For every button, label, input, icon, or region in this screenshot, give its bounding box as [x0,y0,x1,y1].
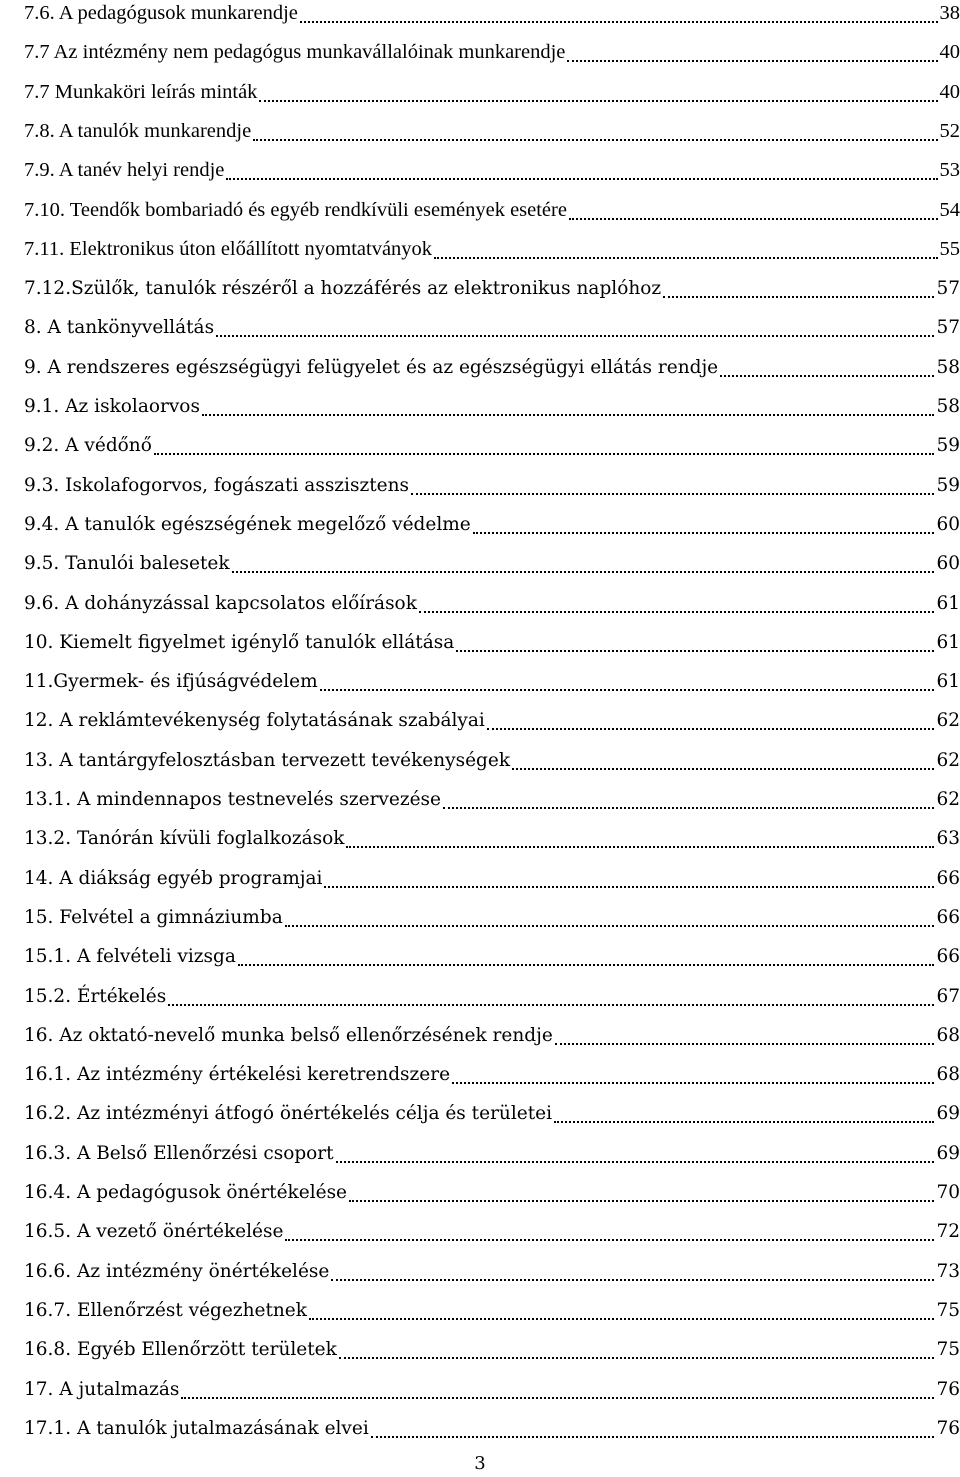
toc-entry[interactable] [24,1291,960,1330]
toc-entry-page: 60 [936,513,960,535]
toc-entry[interactable] [24,937,960,976]
toc-entry-label: 9.5. Tanulói balesetek [24,553,230,575]
toc-dot-leader [434,256,937,259]
toc-dot-leader [456,649,934,652]
toc-entry[interactable] [24,780,960,819]
toc-entry-label: 7.9. A tanév helyi rendje [24,159,225,182]
toc-dot-leader [663,295,934,298]
toc-entry[interactable] [24,230,960,269]
toc-entry[interactable] [24,1330,960,1369]
toc-entry-page: 62 [936,710,960,732]
toc-entry-page: 70 [936,1182,960,1203]
toc-entry[interactable] [24,73,960,112]
toc-entry-label: 16.4. A pedagógusok önértékelése [24,1182,348,1203]
toc-entry[interactable] [24,623,960,662]
toc-entry-label: 16.7. Ellenőrzést végezhetnek [24,1299,307,1321]
toc-entry[interactable] [24,387,960,426]
toc-entry[interactable] [24,1409,960,1448]
toc-entry-label: 9.2. A védőnő [24,435,152,457]
toc-entry-page: 60 [936,553,960,575]
toc-entry-page: 57 [936,278,960,300]
toc-entry-page: 55 [939,237,960,260]
toc-entry[interactable] [24,466,960,505]
toc-entry-page: 62 [936,749,960,771]
toc-dot-leader [349,1199,934,1202]
toc-entry[interactable] [24,544,960,583]
toc-entry-page: 58 [936,396,960,417]
toc-entry[interactable] [24,426,960,465]
toc-entry-label: 10. Kiemelt figyelmet igénylő tanulók ellátása [24,631,455,653]
toc-entry-label: 15.2. Értékelés [24,985,167,1007]
toc-entry-label: 16.5. A vezető önértékelése [24,1221,284,1243]
toc-dot-leader [419,610,935,613]
toc-dot-leader [331,1278,934,1281]
toc-entry-page: 66 [936,867,960,889]
toc-entry-page: 73 [936,1260,960,1282]
toc-entry-label: 7.10. Teendők bombariadó és egyéb rendkívüli események esetére [24,198,567,221]
toc-entry[interactable] [24,662,960,701]
toc-dot-leader [226,177,937,180]
toc-entry-label: 14. A diákság egyéb programjai [24,867,323,889]
toc-entry-page: 61 [936,631,960,653]
toc-entry-page: 61 [936,592,960,614]
toc-dot-leader [202,413,935,416]
toc-dot-leader [452,1081,934,1084]
toc-dot-leader [181,1396,934,1399]
toc-entry-page: 68 [936,1024,960,1046]
toc-entry[interactable] [24,1252,960,1291]
toc-entry-label: 7.7 Az intézmény nem pedagógus munkavállalóinak munkarendje [24,41,566,64]
toc-dot-leader [554,1120,934,1123]
toc-entry-label: 16. Az oktató-nevelő munka belső ellenőrzésének rendje [24,1024,553,1046]
toc-entry-page: 69 [936,1103,960,1125]
toc-entry[interactable] [24,1016,960,1055]
toc-entry-page: 76 [936,1378,960,1400]
toc-entry[interactable] [24,1173,960,1212]
toc-entry-page: 40 [939,41,960,64]
toc-dot-leader [216,334,934,337]
toc-dot-leader [300,20,938,23]
toc-entry-page: 75 [936,1339,960,1361]
toc-entry[interactable] [24,584,960,623]
toc-entry-label: 13.2. Tanórán kívüli foglalkozások [24,828,345,850]
toc-entry-label: 11.Gyermek- és ifjúságvédelem [24,671,318,693]
toc-dot-leader [238,963,935,966]
toc-dot-leader [411,492,934,495]
toc-entry-label: 16.1. Az intézmény értékelési keretrendszere [24,1064,451,1086]
toc-entry-label: 16.2. Az intézményi átfogó önértékelés célja és területei [24,1103,552,1125]
toc-dot-leader [259,99,937,102]
toc-entry[interactable] [24,701,960,740]
toc-entry-page: 75 [936,1299,960,1321]
toc-entry-label: 16.3. A Belső Ellenőrzési csoport [24,1142,334,1164]
toc-entry-page: 66 [936,906,960,928]
toc-entry[interactable] [24,269,960,308]
toc-entry[interactable] [24,819,960,858]
toc-entry-page: 38 [939,2,960,24]
toc-dot-leader [512,767,934,770]
toc-entry-label: 16.6. Az intézmény önértékelése [24,1260,330,1282]
toc-dot-leader [320,688,935,691]
toc-entry-label: 17. A jutalmazás [24,1378,180,1400]
toc-dot-leader [253,138,937,141]
toc-dot-leader [285,924,935,927]
toc-dot-leader [720,374,934,377]
toc-dot-leader [371,1435,935,1438]
toc-entry[interactable] [24,1134,960,1173]
toc-entry-page: 62 [936,789,960,810]
toc-entry-label: 9. A rendszeres egészségügyi felügyelet és az egészségügyi ellátás rendje [24,356,719,378]
toc-entry-page: 57 [936,317,960,339]
toc-entry-page: 67 [936,985,960,1007]
toc-entry-page: 58 [936,356,960,378]
toc-entry-page: 54 [939,198,960,221]
toc-entry[interactable] [24,348,960,387]
page-number: 3 [474,1453,486,1474]
toc-dot-leader [168,1003,934,1006]
toc-entry-label: 7.12.Szülők, tanulók részéről a hozzáférés az elektronikus naplóhoz [24,278,662,300]
toc-dot-leader [346,845,934,848]
toc-entry-label: 15. Felvétel a gimnáziumba [24,906,283,928]
toc-entry-page: 68 [936,1064,960,1086]
toc-dot-leader [487,727,935,730]
toc-entry[interactable] [24,1094,960,1133]
toc-entry[interactable] [24,191,960,230]
toc-entry-page: 63 [936,828,960,850]
toc-entry-label: 9.3. Iskolafogorvos, fogászati asszisztens [24,474,410,496]
toc-entry[interactable] [24,0,960,33]
toc-dot-leader [567,59,937,62]
toc-entry-page: 40 [939,80,960,103]
toc-entry-label: 9.1. Az iskolaorvos [24,396,200,417]
toc-entry[interactable] [24,977,960,1016]
toc-entry[interactable] [24,112,960,151]
toc-entry[interactable] [24,33,960,72]
toc-entry-label: 17.1. A tanulók jutalmazásának elvei [24,1417,369,1439]
toc-entry[interactable] [24,308,960,347]
toc-dot-leader [336,1160,935,1163]
toc-entry-page: 53 [939,159,960,182]
toc-dot-leader [154,452,935,455]
toc-entry-page: 52 [939,119,960,142]
toc-entry-label: 9.6. A dohányzással kapcsolatos előírások [24,592,417,614]
toc-entry[interactable] [24,859,960,898]
toc-entry-label: 16.8. Egyéb Ellenőrzött területek [24,1339,337,1361]
toc-entry-label: 9.4. A tanulók egészségének megelőző védelme [24,513,471,535]
toc-entry-page: 69 [936,1142,960,1164]
toc-dot-leader [309,1317,935,1320]
toc-entry-label: 15.1. A felvételi vizsga [24,946,236,968]
toc-entry[interactable] [24,1055,960,1094]
toc-entry-label: 13. A tantárgyfelosztásban tervezett tevékenységek [24,749,511,771]
toc-entry-page: 76 [936,1417,960,1439]
toc-entry[interactable] [24,1370,960,1409]
toc-dot-leader [443,806,934,809]
toc-entry-label: 7.11. Elektronikus úton előállított nyomtatványok [24,237,433,260]
toc-entry-label: 13.1. A mindennapos testnevelés szervezése [24,789,441,810]
toc-dot-leader [473,531,935,534]
toc-dot-leader [555,1042,935,1045]
toc-dot-leader [285,1238,934,1241]
toc-entry-label: 7.6. A pedagógusok munkarendje [24,2,298,24]
toc-entry[interactable] [24,898,960,937]
toc-entry[interactable] [24,505,960,544]
toc-dot-leader [324,885,934,888]
toc-entry[interactable] [24,1212,960,1251]
toc-entry-label: 12. A reklámtevékenység folytatásának szabályai [24,710,485,732]
toc-entry-page: 61 [936,671,960,693]
toc-entry-label: 7.7 Munkaköri leírás minták [24,80,258,103]
toc-entry-page: 72 [936,1221,960,1243]
toc-dot-leader [339,1356,935,1359]
toc-dot-leader [232,570,935,573]
toc-dot-leader [569,217,938,220]
toc-entry-page: 59 [936,474,960,496]
toc-entry-label: 7.8. A tanulók munkarendje [24,119,252,142]
toc-entry-page: 66 [936,946,960,968]
toc-entry[interactable] [24,151,960,190]
toc-entry[interactable] [24,741,960,780]
toc-entry-page: 59 [936,435,960,457]
toc-entry-label: 8. A tankönyvellátás [24,317,215,339]
